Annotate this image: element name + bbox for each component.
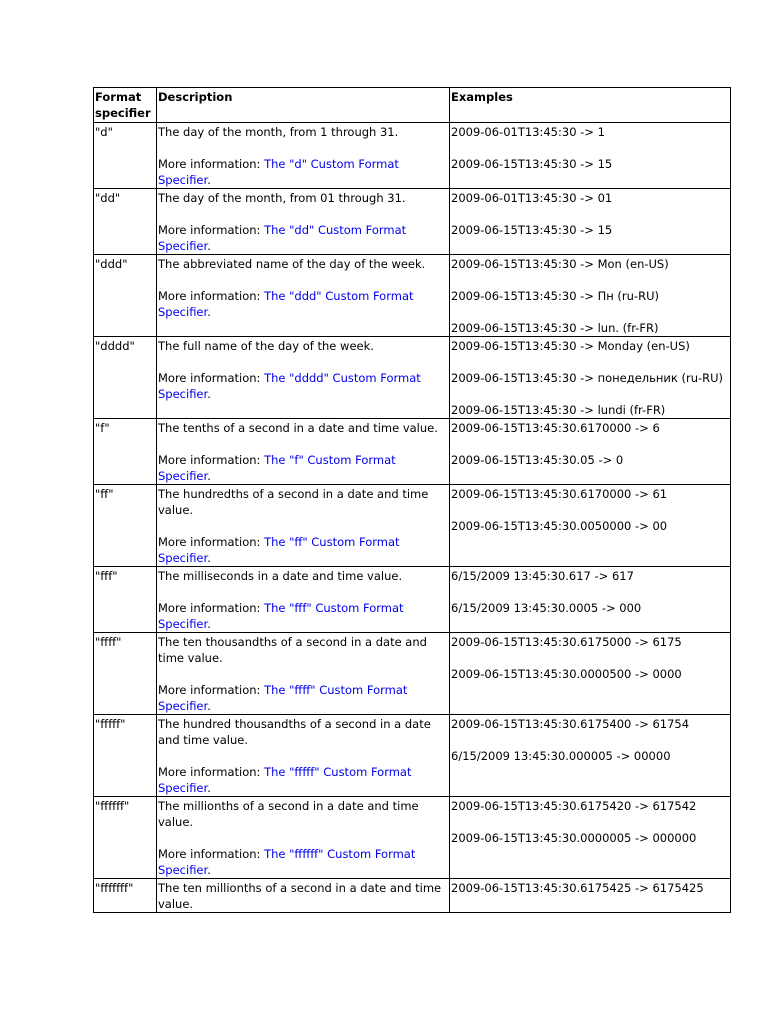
description-text: The full name of the day of the week. [158,339,374,353]
sentence-period: . [207,469,211,483]
description-cell [157,485,450,567]
more-information-label: More information: [158,289,265,303]
example-line: 6/15/2009 13:45:30.000005 -> 00000 [451,749,671,763]
example-line: 2009-06-15T13:45:30.0000005 -> 000000 [451,831,697,845]
format-specifier-cell: "fffff" [94,715,157,797]
description-cell [157,189,450,255]
description-text: The milliseconds in a date and time value. [158,569,403,583]
description-text: The hundredths of a second in a date and time value. [158,487,429,517]
examples-cell [450,337,731,419]
more-information [158,452,448,484]
custom-format-specifier-link[interactable]: The "dddd" Custom Format Specifier [158,371,421,401]
more-information [158,682,448,714]
example-line: 2009-06-15T13:45:30 -> понедельник (ru-RU) [451,371,724,385]
custom-format-specifier-link[interactable]: The "d" Custom Format Specifier [158,157,399,187]
description-cell [157,255,450,337]
paragraph-gap [451,650,729,666]
example-line: 2009-06-15T13:45:30.6175000 -> 6175 [451,635,682,649]
paragraph-gap [158,354,448,370]
format-specifier-cell: "ff" [94,485,157,567]
sentence-period: . [207,617,211,631]
table-header-row [94,88,731,123]
examples-cell [450,633,731,715]
format-specifier-cell: "ffffff" [94,797,157,879]
examples-cell [450,123,731,189]
example-line: 2009-06-15T13:45:30.05 -> 0 [451,453,624,467]
paragraph-gap [451,304,729,320]
paragraph-gap [158,584,448,600]
description-cell [157,633,450,715]
header-format-specifier: Format specifier [94,88,157,123]
examples-cell [450,419,731,485]
table-body [94,123,731,913]
table-row [94,255,731,337]
example-line: 2009-06-15T13:45:30 -> Monday (en-US) [451,339,690,353]
examples-cell [450,255,731,337]
paragraph-gap [451,386,729,402]
paragraph-gap [158,518,448,534]
more-information [158,288,448,320]
sentence-period: . [207,239,211,253]
more-information-label: More information: [158,223,265,237]
more-information-label: More information: [158,683,265,697]
table-row [94,633,731,715]
example-line: 2009-06-15T13:45:30.6175420 -> 617542 [451,799,697,813]
custom-format-specifier-link[interactable]: The "f" Custom Format Specifier [158,453,396,483]
paragraph-gap [451,436,729,452]
paragraph-gap [158,206,448,222]
custom-format-specifier-link[interactable]: The "ffff" Custom Format Specifier [158,683,408,713]
table-row [94,123,731,189]
more-information-label: More information: [158,535,265,549]
example-line: 2009-06-01T13:45:30 -> 1 [451,125,605,139]
sentence-period: . [207,863,211,877]
more-information-label: More information: [158,371,265,385]
example-line: 2009-06-15T13:45:30.6175400 -> 61754 [451,717,690,731]
table-row [94,419,731,485]
sentence-period: . [207,699,211,713]
sentence-period: . [207,305,211,319]
description-cell [157,797,450,879]
description-cell [157,419,450,485]
example-line: 2009-06-15T13:45:30 -> lun. (fr-FR) [451,321,659,335]
examples-cell [450,797,731,879]
paragraph-gap [158,436,448,452]
more-information-label: More information: [158,765,265,779]
description-cell [157,337,450,419]
paragraph-gap [451,732,729,748]
example-line: 2009-06-15T13:45:30.0050000 -> 00 [451,519,668,533]
paragraph-gap [451,502,729,518]
format-specifier-cell: "ffff" [94,633,157,715]
example-line: 2009-06-15T13:45:30 -> 15 [451,223,613,237]
sentence-period: . [207,551,211,565]
examples-cell [450,879,731,913]
paragraph-gap [158,140,448,156]
more-information [158,156,448,188]
description-text: The hundred thousandths of a second in a date and time value. [158,717,431,747]
more-information-label: More information: [158,453,265,467]
table-row [94,879,731,913]
table-row [94,797,731,879]
more-information [158,764,448,796]
paragraph-gap [451,354,729,370]
examples-cell [450,715,731,797]
custom-format-specifier-link[interactable]: The "fff" Custom Format Specifier [158,601,404,631]
examples-cell [450,567,731,633]
paragraph-gap [158,666,448,682]
paragraph-gap [158,748,448,764]
header-examples: Examples [450,88,731,123]
description-text: The abbreviated name of the day of the week. [158,257,426,271]
table-row [94,485,731,567]
examples-cell [450,189,731,255]
examples-cell [450,485,731,567]
example-line: 2009-06-15T13:45:30 -> Mon (en-US) [451,257,669,271]
example-line: 2009-06-15T13:45:30 -> lundi (fr-FR) [451,403,666,417]
more-information-label: More information: [158,601,265,615]
description-cell [157,567,450,633]
paragraph-gap [158,272,448,288]
more-information-label: More information: [158,847,265,861]
custom-format-specifier-link[interactable]: The "dd" Custom Format Specifier [158,223,407,253]
example-line: 2009-06-15T13:45:30 -> 15 [451,157,613,171]
example-line: 6/15/2009 13:45:30.617 -> 617 [451,569,634,583]
format-specifier-table [93,87,731,913]
more-information [158,534,448,566]
more-information [158,370,448,402]
format-specifier-cell: "d" [94,123,157,189]
more-information [158,846,448,878]
table-row [94,189,731,255]
sentence-period: . [207,173,211,187]
description-cell [157,123,450,189]
custom-format-specifier-link[interactable]: The "ffffff" Custom Format Specifier [158,847,416,877]
table-row [94,567,731,633]
example-line: 2009-06-15T13:45:30.6175425 -> 6175425 [451,881,704,895]
table-row [94,715,731,797]
description-cell [157,879,450,913]
sentence-period: . [207,781,211,795]
more-information [158,222,448,254]
example-line: 2009-06-01T13:45:30 -> 01 [451,191,613,205]
sentence-period: . [207,387,211,401]
paragraph-gap [451,584,729,600]
example-line: 6/15/2009 13:45:30.0005 -> 000 [451,601,642,615]
paragraph-gap [451,272,729,288]
custom-format-specifier-link[interactable]: The "ff" Custom Format Specifier [158,535,400,565]
description-text: The millionths of a second in a date and time value. [158,799,419,829]
description-text: The ten thousandths of a second in a date and time value. [158,635,427,665]
paragraph-gap [451,206,729,222]
more-information-label: More information: [158,157,265,171]
description-text: The day of the month, from 01 through 31. [158,191,406,205]
description-text: The ten millionths of a second in a date and time value. [158,881,442,911]
format-specifier-cell: "f" [94,419,157,485]
table-row [94,337,731,419]
format-specifier-cell: "dddd" [94,337,157,419]
header-description: Description [157,88,450,123]
paragraph-gap [451,814,729,830]
more-information [158,600,448,632]
custom-format-specifier-link[interactable]: The "ddd" Custom Format Specifier [158,289,414,319]
format-specifier-cell: "dd" [94,189,157,255]
example-line: 2009-06-15T13:45:30.6170000 -> 6 [451,421,660,435]
paragraph-gap [451,140,729,156]
paragraph-gap [158,830,448,846]
custom-format-specifier-link[interactable]: The "fffff" Custom Format Specifier [158,765,412,795]
description-text: The tenths of a second in a date and time value. [158,421,438,435]
example-line: 2009-06-15T13:45:30.6170000 -> 61 [451,487,668,501]
description-cell [157,715,450,797]
example-line: 2009-06-15T13:45:30.0000500 -> 0000 [451,667,682,681]
example-line: 2009-06-15T13:45:30 -> Пн (ru-RU) [451,289,659,303]
description-text: The day of the month, from 1 through 31. [158,125,399,139]
format-specifier-cell: "ddd" [94,255,157,337]
format-specifier-cell: "fffffff" [94,879,157,913]
format-specifier-cell: "fff" [94,567,157,633]
